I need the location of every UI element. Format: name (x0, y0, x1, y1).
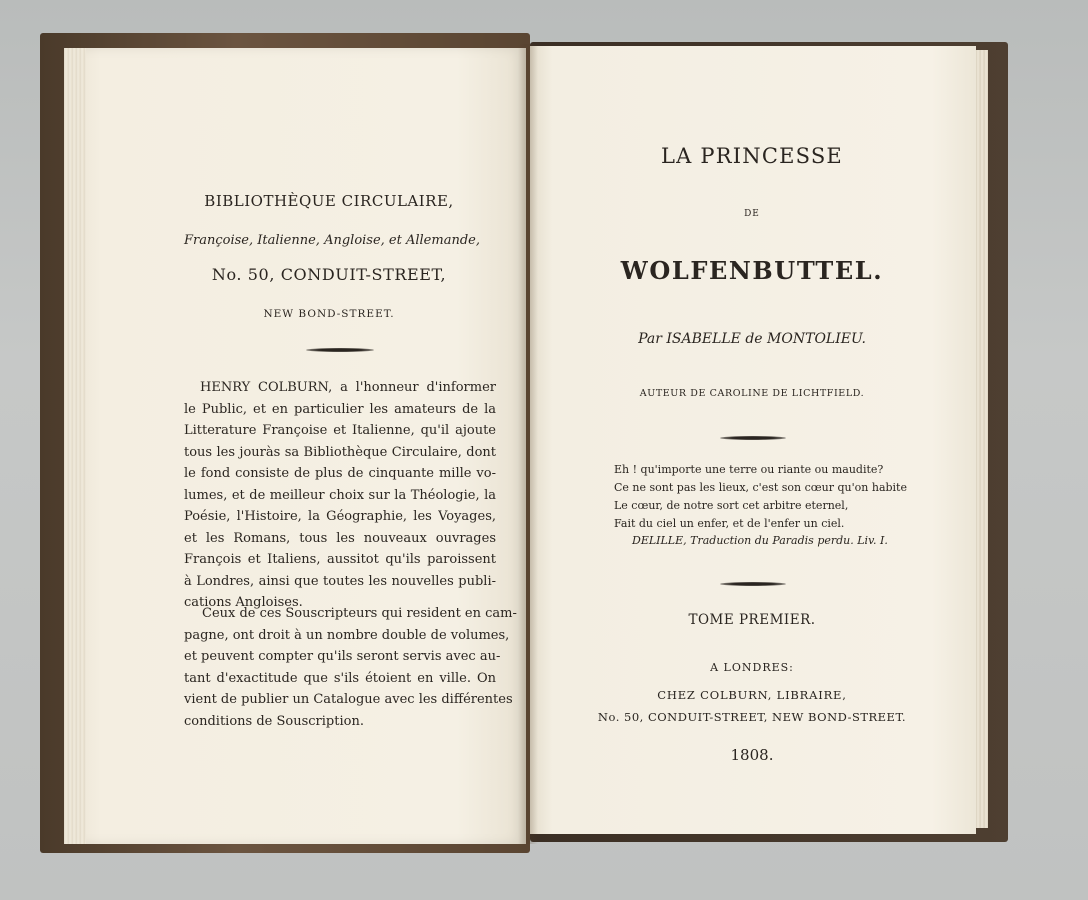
left-p1-line: tous les jouràs sa Bibliothèque Circulaire, dont (184, 444, 496, 460)
left-ornament-rule (306, 348, 374, 352)
imprint-address: No. 50, CONDUIT-STREET, NEW BOND-STREET. (597, 710, 907, 724)
publication-year: 1808. (730, 746, 774, 764)
left-p2-line: conditions de Souscription. (184, 713, 364, 729)
left-p1-line: HENRY COLBURN, a l'honneur d'informer (200, 380, 496, 395)
left-p1-line: lumes, et de meilleur choix sur la Théologie, la (184, 487, 496, 503)
right-page-edges (976, 50, 988, 828)
left-p2-line: pagne, ont droit à un nombre double de volumes, (184, 627, 510, 643)
epigraph-line: Le cœur, de notre sort cet arbitre eternel, (614, 499, 849, 512)
left-address-line1: No. 50, CONDUIT-STREET, (211, 265, 447, 284)
left-heading: BIBLIOTHÈQUE CIRCULAIRE, (204, 192, 454, 210)
left-address-line2: NEW BOND-STREET. (263, 308, 395, 320)
left-p1-line: François et Italiens, aussitot qu'ils paroissent (184, 552, 496, 567)
title-line-1: LA PRINCESSE (661, 144, 843, 168)
left-languages: Françoise, Italienne, Angloise, et Allemande, (184, 233, 480, 248)
right-ornament-rule-2 (720, 582, 786, 586)
book-gutter (518, 44, 538, 844)
left-paragraph-2 (184, 603, 517, 732)
epigraph-line: Ce ne sont pas les lieux, c'est son cœur qu'on habite (614, 481, 907, 494)
title-line-3: WOLFENBUTTEL. (620, 256, 884, 285)
left-p2-line: tant d'exactitude que s'ils étoient en ville. On (184, 670, 496, 686)
author-note: AUTEUR DE CAROLINE DE LICHTFIELD. (639, 388, 865, 399)
epigraph-source: DELILLE, Traduction du Paradis perdu. Liv. I. (632, 534, 888, 547)
left-p2-line: et peuvent compter qu'ils seront servis avec au- (184, 649, 501, 664)
left-p1-line: le Public, et en particulier les amateurs de la (184, 401, 496, 417)
left-page-edges (64, 48, 86, 844)
left-p1-line: à Londres, ainsi que toutes les nouvelles publi- (184, 573, 496, 589)
left-p1-line: Poésie, l'Histoire, la Géographie, les Voyages, (184, 509, 496, 524)
left-p1-line: le fond consiste de plus de cinquante mille vo- (184, 466, 496, 481)
epigraph (614, 461, 907, 533)
left-paragraph-1 (184, 377, 496, 614)
left-p1-line: cations Angloises. (184, 595, 303, 610)
left-p2-line: vient de publier un Catalogue avec les différentes (184, 692, 513, 707)
author-line: Par ISABELLE de MONTOLIEU. (638, 331, 866, 347)
volume-label: TOME PREMIER. (688, 612, 816, 628)
imprint-publisher: CHEZ COLBURN, LIBRAIRE, (657, 688, 847, 702)
right-ornament-rule-1 (720, 436, 786, 440)
epigraph-line: Fait du ciel un enfer, et de l'enfer un ciel. (614, 517, 845, 530)
left-p1-line: Litterature Françoise et Italienne, qu'il ajoute (184, 423, 496, 438)
left-p1-line: et les Romans, tous les nouveaux ouvrages (184, 530, 496, 546)
epigraph-line: Eh ! qu'importe une terre ou riante ou maudite? (614, 463, 884, 476)
title-line-2: DE (744, 209, 760, 219)
imprint-city: A LONDRES: (710, 661, 794, 674)
left-p2-line: Ceux de ces Souscripteurs qui resident en cam- (202, 606, 517, 621)
